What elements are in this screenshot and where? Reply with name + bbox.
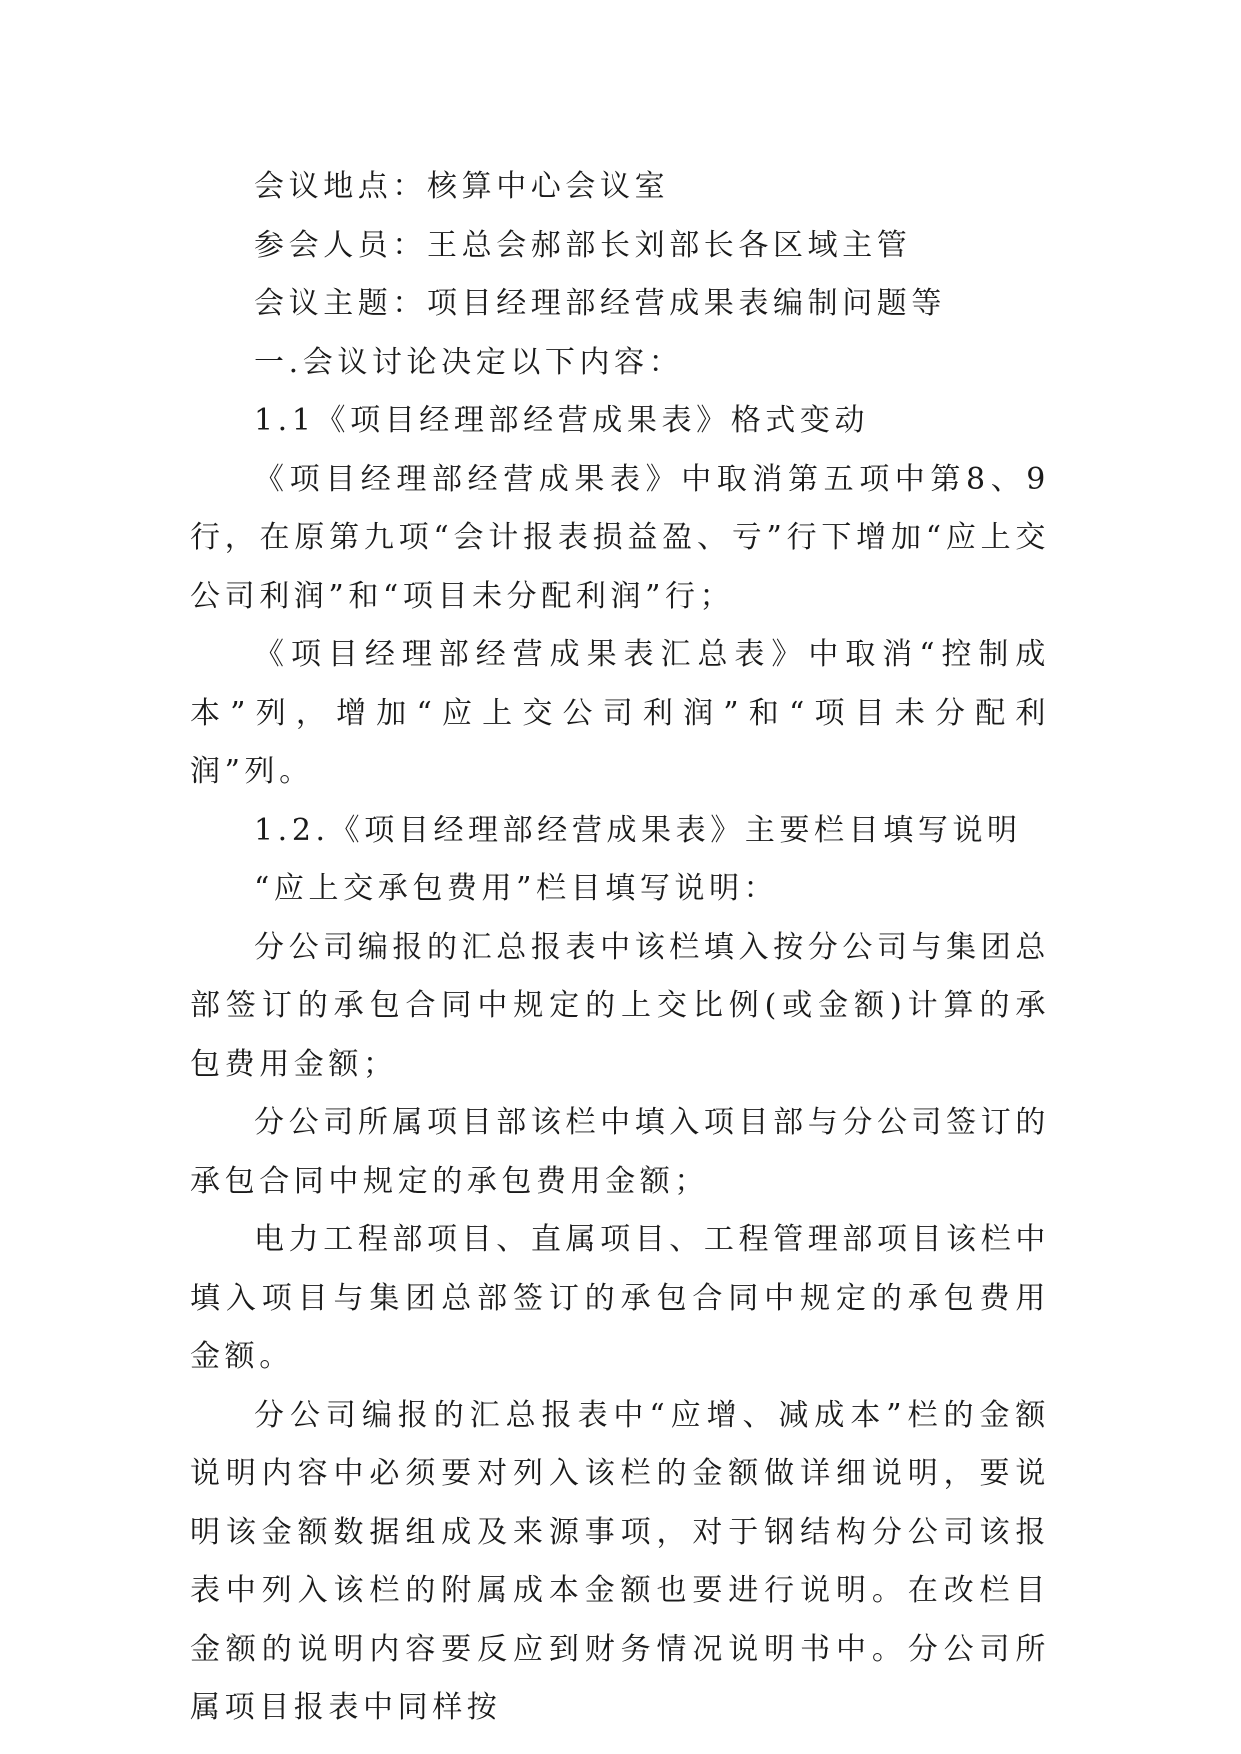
subsection-heading-1-1: 1.1《项目经理部经营成果表》格式变动	[254, 403, 870, 438]
meeting-topic: 会议主题：项目经理部经营成果表编制问题等	[254, 286, 946, 321]
paragraph: 分公司编报的汇总报表中该栏填入按分公司与集团总部签订的承包合同中规定的上交比例(或金额)计算的承包费用金额；	[190, 929, 1050, 1082]
paragraph: 分公司编报的汇总报表中“应增、减成本”栏的金额说明内容中必须要对列入该栏的金额做详细说明，要说明该金额数据组成及来源事项，对于钢结构分公司该报表中列入该栏的附属成本金额也要进行说明。在改栏目金额的说明内容要反应到财务情况说明书中。分公司所属项目报表中同样按	[190, 1397, 1050, 1725]
subsection-heading-1-2: 1.2.《项目经理部经营成果表》主要栏目填写说明	[254, 812, 1022, 848]
paragraph: 分公司所属项目部该栏中填入项目部与分公司签订的承包合同中规定的承包费用金额；	[190, 1105, 1050, 1199]
meeting-location: 会议地点：核算中心会议室	[254, 169, 670, 204]
paragraph: 《项目经理部经营成果表》中取消第五项中第8、9行，在原第九项“会计报表损益盈、亏”行下增加“应上交公司利润”和“项目未分配利润”行；	[190, 461, 1050, 614]
meeting-attendees: 参会人员：王总会郝部长刘部长各区域主管	[254, 227, 912, 263]
paragraph: “应上交承包费用”栏目填写说明：	[254, 871, 779, 906]
section-heading-1: 一.会议讨论决定以下内容：	[254, 344, 684, 380]
document-body	[190, 158, 1050, 1738]
paragraph: 电力工程部项目、直属项目、工程管理部项目该栏中填入项目与集团总部签订的承包合同中规定的承包费用金额。	[190, 1222, 1050, 1374]
paragraph: 《项目经理部经营成果表汇总表》中取消“控制成本”列，增加“应上交公司利润”和“项目未分配利润”列。	[190, 637, 1050, 789]
